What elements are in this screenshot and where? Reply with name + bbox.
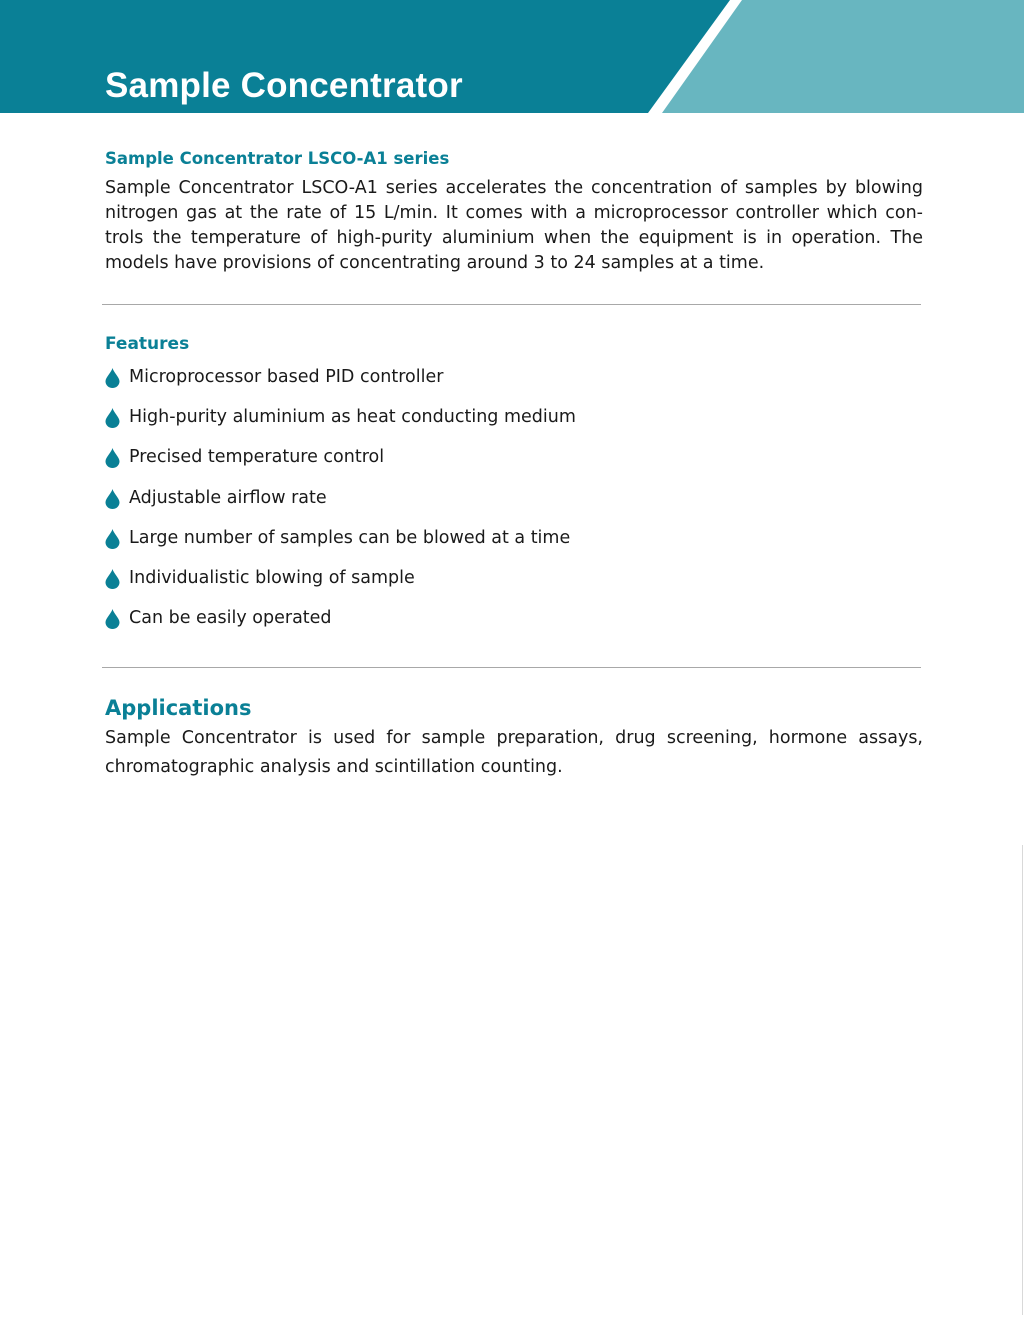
feature-item [105, 365, 923, 405]
drop-icon [105, 368, 120, 388]
drop-icon [105, 569, 120, 589]
feature-item [105, 405, 923, 445]
drop-icon [105, 408, 120, 428]
feature-item [105, 526, 923, 566]
feature-item-label: Adjustable airflow rate [129, 487, 327, 508]
feature-item-label: Precised temperature control [129, 447, 385, 468]
feature-item-label: Individualistic blowing of sample [129, 567, 415, 588]
features-heading: Features [105, 334, 190, 354]
applications-paragraph: Sample Concentrator is used for sample preparation, drug screening, hormone assays, chromatographic analysis and scintillation counting. [105, 728, 923, 777]
features-list [105, 365, 923, 646]
drop-icon [105, 448, 120, 468]
intro-paragraph: Sample Concentrator LSCO-A1 series accelerates the concentration of samples by blowing nitrogen gas at the rate of 15 L/min. It comes with a microprocessor controller which con- trols the temperature of high-purity aluminium when the equipment is in operation. The models have provisions of concentrating around 3 to 24 samples at a time. [105, 178, 923, 273]
page-title: Sample Concentrator [105, 66, 463, 105]
drop-icon [105, 489, 120, 509]
features-section [105, 333, 923, 646]
divider [102, 304, 921, 305]
feature-item [105, 486, 923, 526]
divider [102, 667, 921, 668]
feature-item-label: Microprocessor based PID controller [129, 367, 444, 387]
feature-item-label: High-purity aluminium as heat conducting medium [129, 407, 576, 428]
feature-item [105, 606, 923, 646]
header-banner [0, 0, 1024, 113]
drop-icon [105, 609, 120, 629]
feature-item [105, 566, 923, 606]
intro-section [105, 148, 923, 276]
page-edge-line [1022, 845, 1023, 1315]
drop-icon [105, 529, 120, 549]
applications-heading: Applications [105, 696, 252, 720]
intro-heading: Sample Concentrator LSCO-A1 series [105, 149, 450, 168]
feature-item-label: Can be easily operated [129, 608, 332, 629]
feature-item-label: Large number of samples can be blowed at a time [129, 527, 571, 548]
applications-section [105, 694, 923, 782]
feature-item [105, 445, 923, 485]
